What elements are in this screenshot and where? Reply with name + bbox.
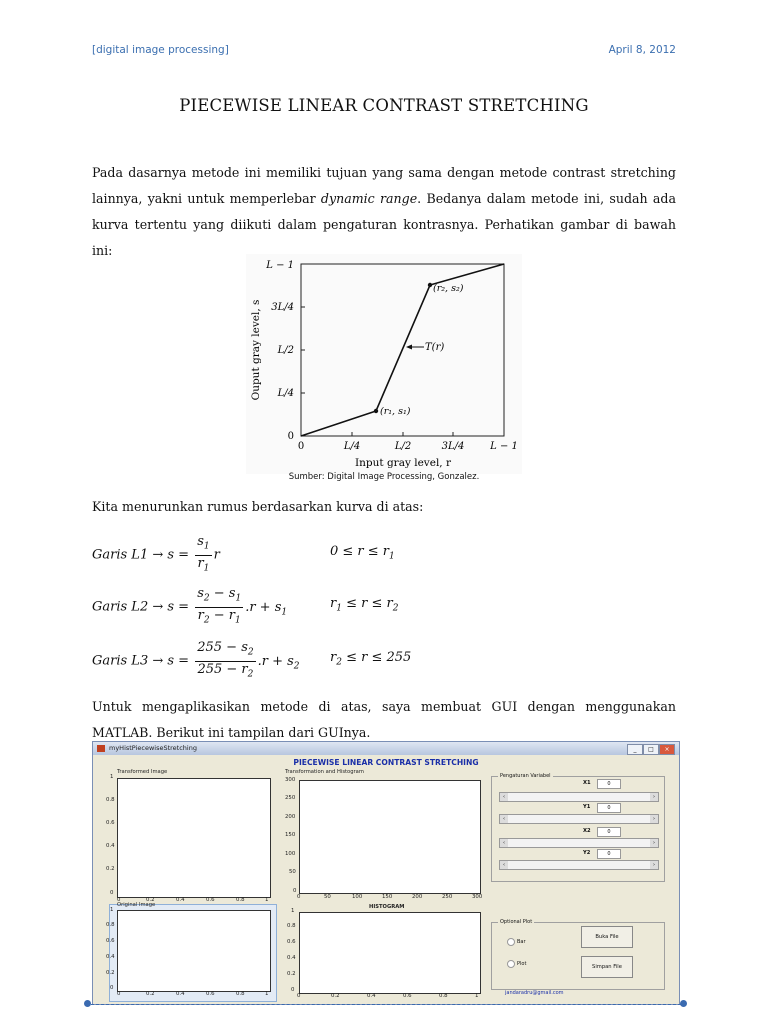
x-axis-label: Input gray level, r xyxy=(355,457,451,469)
xtick-0: 0 xyxy=(297,441,305,452)
tick: 0.8 xyxy=(236,897,245,903)
slider-left-icon[interactable]: ‹ xyxy=(500,793,508,801)
tick: 0.4 xyxy=(287,955,296,961)
plot-label: Plot xyxy=(517,961,527,967)
point-r2s2: (r₂, s₂) xyxy=(433,283,464,294)
point-r1s1: (r₁, s₁) xyxy=(380,406,411,417)
slider-right-icon[interactable]: › xyxy=(650,793,658,801)
tick: 0.6 xyxy=(206,991,215,997)
window-title: myHistPiecewiseStretching xyxy=(109,744,197,752)
tick: 0.8 xyxy=(287,923,296,929)
tick: 0 xyxy=(117,897,121,903)
equation-l3: Garis L3 → s = $\frac{255 - s_2}{255 - r_2}$ $.r + s_2$ xyxy=(92,640,300,680)
ytick-3: L/4 xyxy=(277,388,294,399)
transformation-figure xyxy=(246,254,522,474)
maximize-icon[interactable]: □ xyxy=(643,744,659,755)
xtick-4: L − 1 xyxy=(490,441,518,452)
matlab-gui-window xyxy=(92,741,680,1005)
ytick-1: 3L/4 xyxy=(271,302,294,313)
equation-l1: Garis L1 → s = $\frac{s_1}{r_1}$ r xyxy=(92,534,220,574)
author-email: jandaradru@gmail.com xyxy=(505,990,564,996)
window-titlebar xyxy=(93,742,679,755)
x2-label: X2 xyxy=(583,828,591,834)
condition-l3: $r_2 \le r \le 255$ xyxy=(330,650,412,668)
x1-slider[interactable] xyxy=(499,792,659,802)
plot-radio[interactable] xyxy=(507,960,515,968)
tick: 250 xyxy=(442,894,453,900)
slider-right-icon[interactable]: › xyxy=(650,861,658,869)
y1-label: Y1 xyxy=(583,804,591,810)
tick: 1 xyxy=(475,993,479,999)
y2-input[interactable]: 0 xyxy=(597,849,621,859)
tick: 0.4 xyxy=(106,843,115,849)
histogram-label: HISTOGRAM xyxy=(369,904,405,910)
x2-slider[interactable] xyxy=(499,838,659,848)
slider-right-icon[interactable]: › xyxy=(650,839,658,847)
gui-intro: Untuk mengaplikasikan metode di atas, saya membuat GUI dengan menggunakan MATLAB. Berikut ini tampilan dari GUInya. xyxy=(92,699,676,740)
tick: 0.8 xyxy=(106,922,115,928)
tick: 300 xyxy=(472,894,483,900)
tick: 0.8 xyxy=(439,993,448,999)
tick: 0.2 xyxy=(146,897,155,903)
slider-left-icon[interactable]: ‹ xyxy=(500,815,508,823)
tick: 0.4 xyxy=(176,991,185,997)
matlab-icon xyxy=(97,745,105,752)
header-date: April 8, 2012 xyxy=(608,44,676,56)
tick: 50 xyxy=(289,869,296,875)
close-icon[interactable]: × xyxy=(659,744,675,755)
footer-dot-left xyxy=(84,1000,91,1007)
figure-caption: Sumber: Digital Image Processing, Gonzalez. xyxy=(288,472,480,482)
tick: 200 xyxy=(412,894,423,900)
transformed-image-axes xyxy=(117,778,271,898)
bar-radio[interactable] xyxy=(507,938,515,946)
tick: 200 xyxy=(285,814,296,820)
minimize-icon[interactable]: _ xyxy=(627,744,643,755)
tick: 1 xyxy=(110,774,114,780)
tick: 0.8 xyxy=(236,991,245,997)
optional-plot-label: Optional Plot xyxy=(500,919,533,925)
x2-input[interactable]: 0 xyxy=(597,827,621,837)
tick: 100 xyxy=(352,894,363,900)
tick: 150 xyxy=(382,894,393,900)
ytick-4: 0 xyxy=(287,431,294,442)
original-image-axes xyxy=(117,910,271,992)
slider-left-icon[interactable]: ‹ xyxy=(500,839,508,847)
tick: 0.2 xyxy=(331,993,340,999)
y-axis-label: Ouput gray level, s xyxy=(250,299,262,401)
tick: 0 xyxy=(117,991,121,997)
tick: 1 xyxy=(265,897,269,903)
y1-input[interactable]: 0 xyxy=(597,803,621,813)
tick: 0.4 xyxy=(367,993,376,999)
tick: 0.4 xyxy=(106,954,115,960)
tick: 50 xyxy=(324,894,331,900)
tick: 0.8 xyxy=(106,797,115,803)
xtick-1: L/4 xyxy=(343,441,361,452)
condition-l1: $0 \le r \le r_1$ xyxy=(330,544,395,562)
tick: 0 xyxy=(110,985,114,991)
tick: 0.6 xyxy=(206,897,215,903)
footer-line xyxy=(86,1004,686,1007)
condition-l2: $r_1 \le r \le r_2$ xyxy=(330,596,399,614)
tick: 0.2 xyxy=(106,970,115,976)
buka-file-button[interactable]: Buka File xyxy=(581,926,633,948)
y2-slider[interactable] xyxy=(499,860,659,870)
y2-label: Y2 xyxy=(583,850,591,856)
tick: 1 xyxy=(265,991,269,997)
ytick-0: L − 1 xyxy=(266,260,294,271)
tick: 0 xyxy=(291,987,295,993)
tick: 0 xyxy=(297,993,301,999)
footer-dot-right xyxy=(680,1000,687,1007)
y1-slider[interactable] xyxy=(499,814,659,824)
x1-input[interactable]: 0 xyxy=(597,779,621,789)
intro-paragraph: Pada dasarnya metode ini memiliki tujuan yang sama dengan metode contrast stretching lainnya, yakni untuk memperlebar dynamic range. Bedanya dalam metode ini, sudah ada kurva tertentu yang diikuti dalam pengaturan kontrasnya. Perhatikan gambar di bawah ini: xyxy=(92,165,676,258)
tick: 0.6 xyxy=(403,993,412,999)
histogram-axes xyxy=(299,912,481,994)
tick: 0.4 xyxy=(176,897,185,903)
tick: 1 xyxy=(291,908,295,914)
tick: 0 xyxy=(293,888,297,894)
curve-label: T(r) xyxy=(425,342,445,353)
slider-left-icon[interactable]: ‹ xyxy=(500,861,508,869)
page-title: PIECEWISE LINEAR CONTRAST STRETCHING xyxy=(179,96,589,115)
transform-histogram-label: Transformation and Histogram xyxy=(285,769,364,775)
optional-plot-panel xyxy=(491,919,665,990)
derive-text: Kita menurunkan rumus berdasarkan kurva di atas: xyxy=(92,499,424,514)
tick: 0.2 xyxy=(106,866,115,872)
tick: 0.2 xyxy=(287,971,296,977)
transformed-image-label: Transformed Image xyxy=(117,769,168,775)
x1-label: X1 xyxy=(583,780,591,786)
transformation-axes xyxy=(299,780,481,894)
tick: 250 xyxy=(285,795,296,801)
tick: 0 xyxy=(110,890,114,896)
bar-label: Bar xyxy=(517,939,526,945)
tick: 100 xyxy=(285,851,296,857)
xtick-3: 3L/4 xyxy=(441,441,465,452)
tick: 1 xyxy=(110,907,114,913)
pengaturan-variabel-label: Pengaturan Variabel xyxy=(500,773,551,779)
tick: 0.6 xyxy=(106,820,115,826)
tick: 0.6 xyxy=(106,938,115,944)
tick: 300 xyxy=(285,777,296,783)
tick: 0 xyxy=(297,894,301,900)
equation-l2: Garis L2 → s = $\frac{s_2 - s_1}{r_2 - r_1}$ $.r + s_1$ xyxy=(92,586,288,626)
tick: 0.6 xyxy=(287,939,296,945)
ytick-2: L/2 xyxy=(277,345,294,356)
tick: 0.2 xyxy=(146,991,155,997)
app-title: PIECEWISE LINEAR CONTRAST STRETCHING xyxy=(293,758,479,767)
xtick-2: L/2 xyxy=(394,441,412,452)
simpan-file-button[interactable]: Simpan File xyxy=(581,956,633,978)
tick: 150 xyxy=(285,832,296,838)
slider-right-icon[interactable]: › xyxy=(650,815,658,823)
header-left: [digital image processing] xyxy=(92,44,229,56)
original-image-label: Original Image xyxy=(117,902,156,908)
